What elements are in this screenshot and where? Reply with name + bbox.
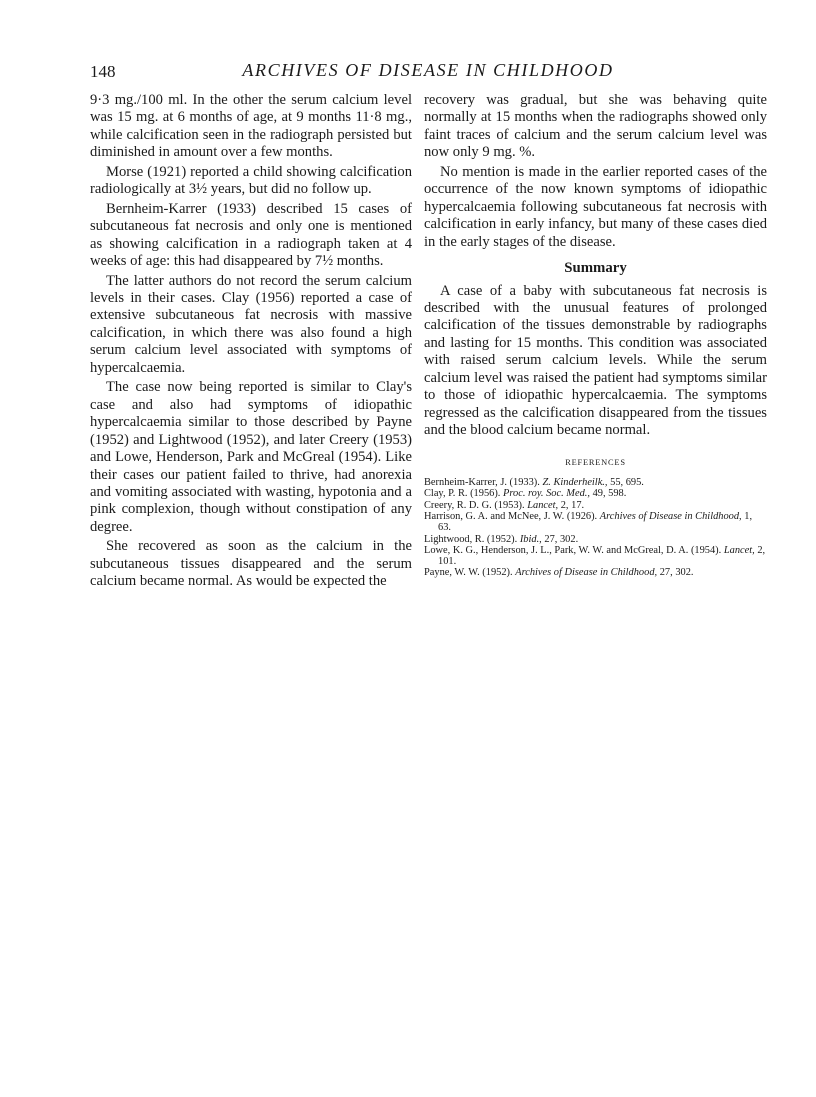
reference-item: Payne, W. W. (1952). Archives of Disease in Childhood, 27, 302. — [424, 567, 694, 579]
reference-item: Lightwood, R. (1952). Ibid., 27, 302. — [424, 533, 579, 545]
reference-item: Clay, P. R. (1956). Proc. roy. Soc. Med., 49, 598. — [424, 488, 627, 500]
body-paragraph: No mention is made in the earlier reported cases of the occurrence of the now known symptoms of idiopathic hypercalcaemia following subcutaneous fat necrosis with calcification in early infancy, but many of these cases died in the early stages of the disease. — [424, 163, 767, 250]
body-paragraph: Morse (1921) reported a child showing calcification radiologically at 3½ years, but did no follow up. — [90, 163, 412, 198]
running-header — [90, 60, 766, 86]
right-column — [424, 92, 767, 579]
reference-item: Bernheim-Karrer, J. (1933). Z. Kinderheilk., 55, 695. — [424, 477, 644, 489]
reference-item: Lowe, K. G., Henderson, J. L., Park, W. W. and McGreal, D. A. (1954). Lancet, 2, 101. — [424, 544, 766, 568]
left-column — [90, 92, 412, 593]
journal-title: ARCHIVES OF DISEASE IN CHILDHOOD — [242, 60, 614, 80]
body-paragraph: recovery was gradual, but she was behaving quite normally at 15 months when the radiographs showed only faint traces of calcium and the serum calcium level was now only 9 mg. %. — [424, 92, 767, 161]
body-paragraph: The case now being reported is similar to Clay's case and also had symptoms of idiopathic hypercalcaemia similar to those described by Payne (1952) and Lightwood (1952), and later Creery (1953) and Lowe, Henderson, Park and McGreal (1954). Like their cases our patient failed to thrive, had anorexia and vomiting associated with wasting, hypotonia and a pink complexion, though without constipation of any degree. — [90, 379, 412, 535]
body-paragraph: The latter authors do not record the serum calcium levels in their cases. Clay (1956) reported a case of extensive subcutaneous fat necrosis with massive calcification, in which there was also found a high serum calcium level associated with symptoms of hypercalcaemia. — [90, 272, 412, 376]
summary-heading: Summary — [564, 260, 627, 277]
references-heading: REFERENCES — [565, 457, 626, 467]
body-paragraph: She recovered as soon as the calcium in the subcutaneous tissues disappeared and the serum calcium became normal. As would be expected the — [90, 538, 412, 590]
page-number: 148 — [90, 62, 116, 81]
body-paragraph: Bernheim-Karrer (1933) described 15 cases of subcutaneous fat necrosis and only one is mentioned as showing calcification in a radiograph taken at 4 weeks of age: this had disappeared by 7½ months. — [90, 200, 412, 270]
summary-paragraph: A case of a baby with subcutaneous fat necrosis is described with the unusual features of prolonged calcification of the tissues demonstrable by radiographs and lasting for 15 months. This condition was associated with raised serum calcium levels. While the serum calcium level was raised the patient had symptoms similar to those of idiopathic hypercalcaemia. The symptoms regressed as the calcification disappeared from the tissues and the blood calcium became normal. — [424, 282, 767, 439]
reference-item: Creery, R. D. G. (1953). Lancet, 2, 17. — [424, 499, 585, 511]
body-paragraph: 9·3 mg./100 ml. In the other the serum calcium level was 15 mg. at 6 months of age, at 9 months 11·8 mg., while calcification seen in the radiograph persisted but diminished in amount over a few months. — [90, 92, 412, 161]
reference-list — [424, 477, 767, 579]
reference-item: Harrison, G. A. and McNee, J. W. (1926). Archives of Disease in Childhood, 1, 63. — [424, 510, 753, 534]
